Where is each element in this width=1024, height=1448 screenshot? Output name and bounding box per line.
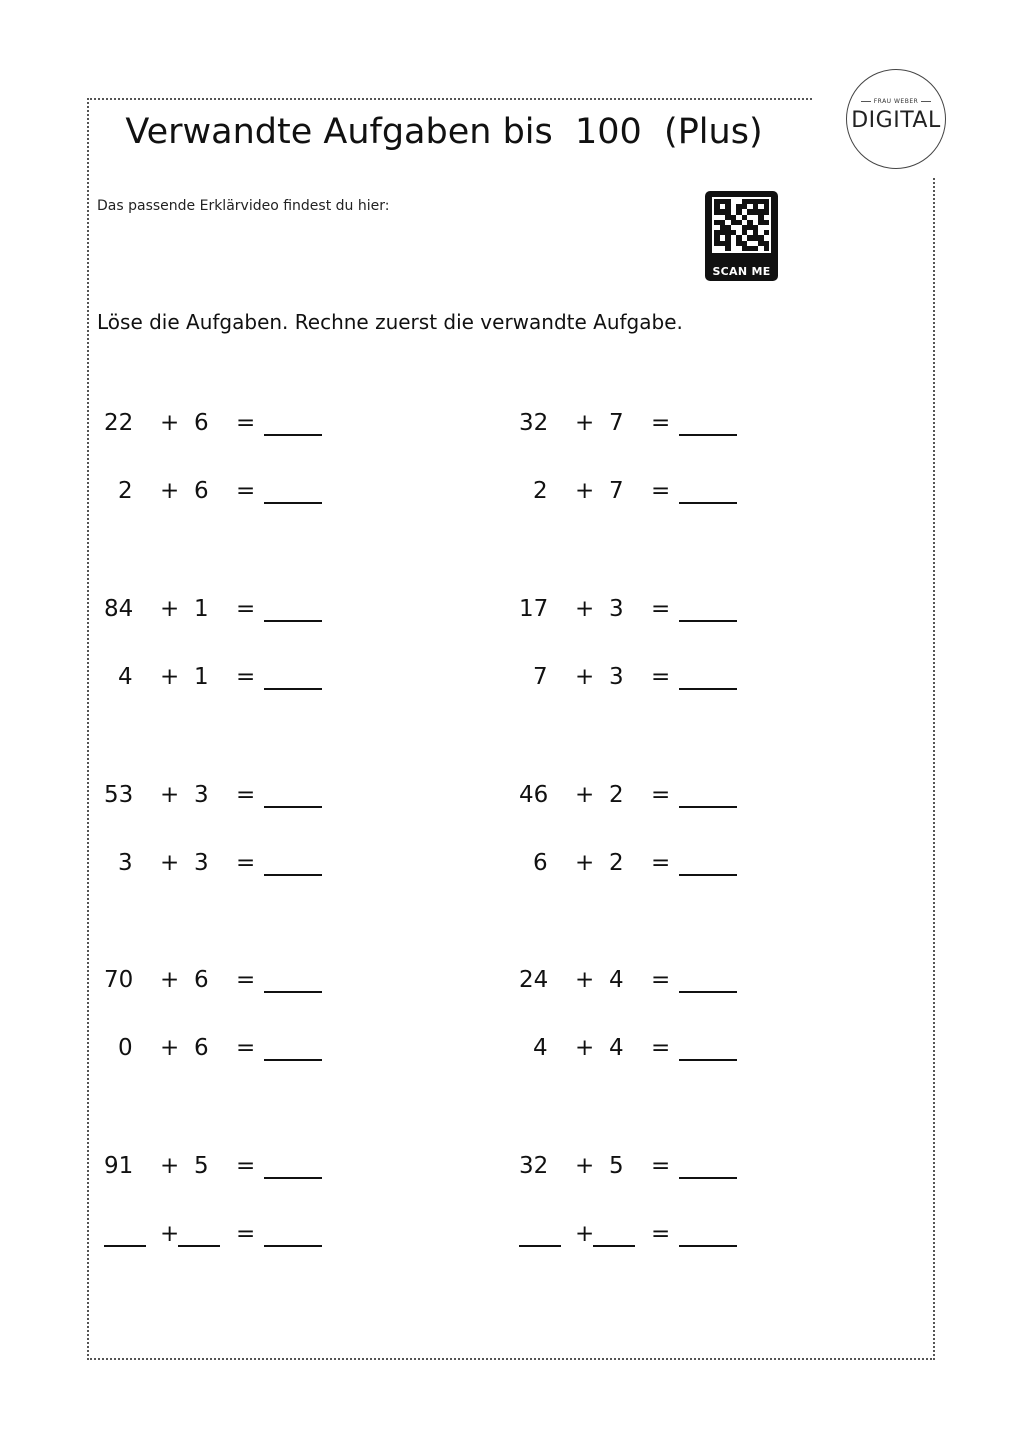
addend-b: 3 xyxy=(194,850,209,876)
plus-sign: + xyxy=(160,850,180,876)
equals-sign: = xyxy=(236,478,256,504)
plus-sign: + xyxy=(160,596,180,622)
answer-blank[interactable] xyxy=(679,596,737,622)
equals-sign: = xyxy=(236,850,256,876)
answer-blank[interactable] xyxy=(679,664,737,690)
addend-b: 6 xyxy=(194,478,209,504)
plus-sign: + xyxy=(160,967,180,993)
plus-sign: + xyxy=(160,1035,180,1061)
addend-b-blank[interactable] xyxy=(178,1221,220,1247)
equals-sign: = xyxy=(236,967,256,993)
answer-blank[interactable] xyxy=(264,478,322,504)
equals-sign: = xyxy=(651,967,671,993)
answer-blank[interactable] xyxy=(679,1153,737,1179)
plus-sign: + xyxy=(575,1221,595,1247)
addend-b: 4 xyxy=(609,967,624,993)
equals-sign: = xyxy=(651,850,671,876)
plus-sign: + xyxy=(575,664,595,690)
plus-sign: + xyxy=(575,410,595,436)
plus-sign: + xyxy=(575,850,595,876)
addend-a: 91 xyxy=(104,1153,134,1179)
addend-b: 2 xyxy=(609,782,624,808)
answer-blank[interactable] xyxy=(264,596,322,622)
addend-b: 7 xyxy=(609,410,624,436)
plus-sign: + xyxy=(575,782,595,808)
equals-sign: = xyxy=(651,478,671,504)
addend-a: 32 xyxy=(519,410,549,436)
plus-sign: + xyxy=(575,596,595,622)
qr-label: SCAN ME xyxy=(712,265,771,278)
addend-a: 17 xyxy=(519,596,549,622)
addend-b: 3 xyxy=(194,782,209,808)
addend-b: 3 xyxy=(609,664,624,690)
video-note: Das passende Erklärvideo findest du hier: xyxy=(97,198,390,214)
answer-blank[interactable] xyxy=(679,478,737,504)
addend-a: 2 xyxy=(118,478,133,504)
answer-blank[interactable] xyxy=(679,967,737,993)
addend-a: 2 xyxy=(533,478,548,504)
equals-sign: = xyxy=(236,664,256,690)
addend-b: 7 xyxy=(609,478,624,504)
plus-sign: + xyxy=(575,478,595,504)
plus-sign: + xyxy=(160,478,180,504)
addend-a-blank[interactable] xyxy=(104,1221,146,1247)
addend-a: 84 xyxy=(104,596,134,622)
addend-a: 22 xyxy=(104,410,134,436)
addend-b: 6 xyxy=(194,1035,209,1061)
addend-a: 24 xyxy=(519,967,549,993)
equals-sign: = xyxy=(651,410,671,436)
equals-sign: = xyxy=(651,1153,671,1179)
answer-blank[interactable] xyxy=(264,1153,322,1179)
plus-sign: + xyxy=(160,782,180,808)
answer-blank[interactable] xyxy=(264,1035,322,1061)
equals-sign: = xyxy=(651,1221,671,1247)
equals-sign: = xyxy=(651,596,671,622)
logo-top-text: FRAU WEBER xyxy=(847,98,945,105)
qr-code-badge[interactable] xyxy=(705,191,778,281)
logo-main-text: DIGITAL xyxy=(851,108,941,133)
addend-b-blank[interactable] xyxy=(593,1221,635,1247)
plus-sign: + xyxy=(160,664,180,690)
addend-a-blank[interactable] xyxy=(519,1221,561,1247)
addend-a: 3 xyxy=(118,850,133,876)
addend-b: 6 xyxy=(194,967,209,993)
equals-sign: = xyxy=(236,1035,256,1061)
addend-a: 7 xyxy=(533,664,548,690)
plus-sign: + xyxy=(160,1221,180,1247)
answer-blank[interactable] xyxy=(679,850,737,876)
addend-b: 1 xyxy=(194,664,209,690)
equals-sign: = xyxy=(236,596,256,622)
answer-blank[interactable] xyxy=(264,1221,322,1247)
addend-b: 3 xyxy=(609,596,624,622)
answer-blank[interactable] xyxy=(264,410,322,436)
plus-sign: + xyxy=(575,967,595,993)
instruction: Löse die Aufgaben. Rechne zuerst die verwandte Aufgabe. xyxy=(97,310,683,334)
addend-a: 0 xyxy=(118,1035,133,1061)
addend-a: 4 xyxy=(118,664,133,690)
addend-b: 5 xyxy=(194,1153,209,1179)
addend-b: 5 xyxy=(609,1153,624,1179)
page-title: Verwandte Aufgaben bis 100 (Plus) xyxy=(125,112,763,152)
plus-sign: + xyxy=(575,1153,595,1179)
equals-sign: = xyxy=(651,1035,671,1061)
equals-sign: = xyxy=(651,782,671,808)
equals-sign: = xyxy=(236,782,256,808)
worksheet-frame xyxy=(87,98,935,1360)
answer-blank[interactable] xyxy=(679,410,737,436)
plus-sign: + xyxy=(160,1153,180,1179)
addend-a: 70 xyxy=(104,967,134,993)
addend-a: 4 xyxy=(533,1035,548,1061)
plus-sign: + xyxy=(160,410,180,436)
addend-a: 53 xyxy=(104,782,134,808)
equals-sign: = xyxy=(236,410,256,436)
addend-b: 4 xyxy=(609,1035,624,1061)
plus-sign: + xyxy=(575,1035,595,1061)
equals-sign: = xyxy=(651,664,671,690)
answer-blank[interactable] xyxy=(679,1035,737,1061)
equals-sign: = xyxy=(236,1221,256,1247)
addend-a: 32 xyxy=(519,1153,549,1179)
addend-b: 6 xyxy=(194,410,209,436)
addend-b: 2 xyxy=(609,850,624,876)
equals-sign: = xyxy=(236,1153,256,1179)
addend-a: 6 xyxy=(533,850,548,876)
addend-a: 46 xyxy=(519,782,549,808)
answer-blank[interactable] xyxy=(264,782,322,808)
answer-blank[interactable] xyxy=(264,850,322,876)
answer-blank[interactable] xyxy=(264,664,322,690)
qr-code-icon xyxy=(712,197,771,253)
addend-b: 1 xyxy=(194,596,209,622)
answer-blank[interactable] xyxy=(679,782,737,808)
answer-blank[interactable] xyxy=(679,1221,737,1247)
answer-blank[interactable] xyxy=(264,967,322,993)
